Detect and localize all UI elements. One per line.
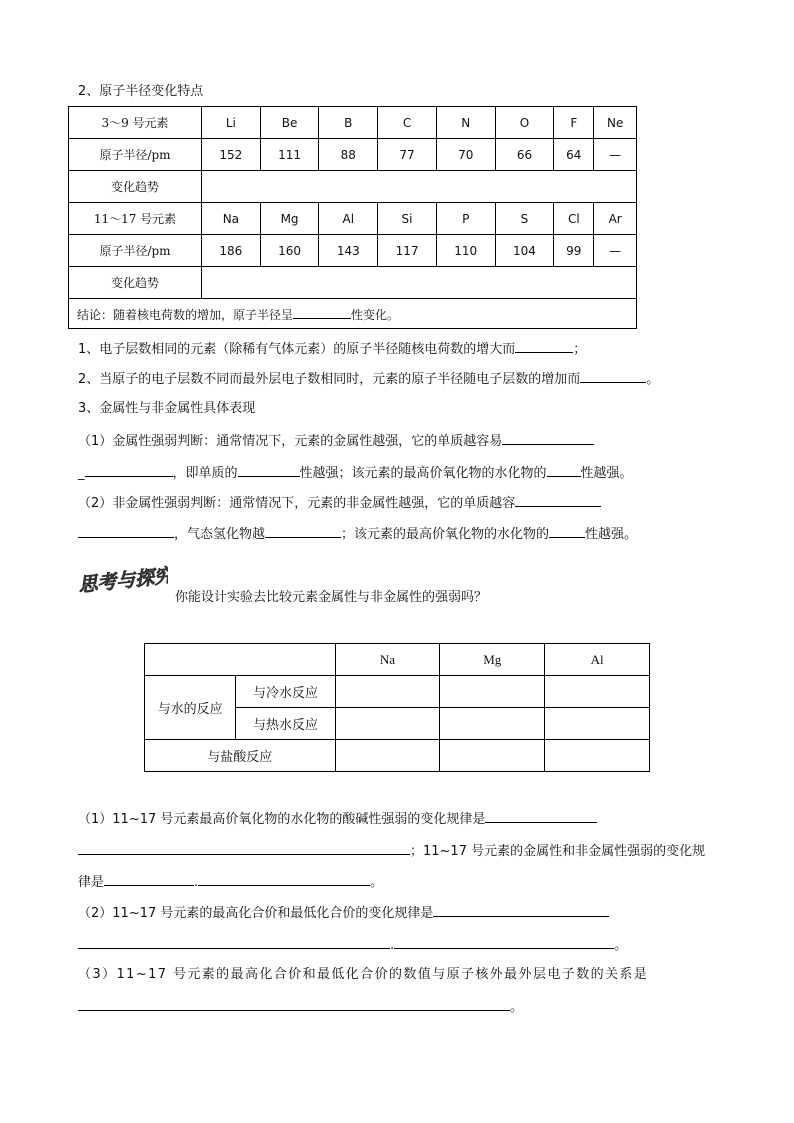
row-label: 变化趋势 [69,171,202,203]
q2-blank-1[interactable] [433,902,609,917]
section-2-title: 2、原子半径变化特点 [78,84,204,99]
rule-1-blank[interactable] [515,338,573,353]
conclusion-blank[interactable] [293,304,351,319]
element-cell: O [495,107,554,139]
conclusion-cell [69,299,637,329]
question-3-line-2 [78,996,523,1018]
element-cell: Ne [594,107,637,139]
header-mg: Mg [440,644,545,676]
nonmetal-blank-3[interactable] [265,523,341,538]
nonmetal-text: ；该元素的最高价氧化物的水化物的 [341,527,550,542]
metal-text: 性越强。 [580,466,633,481]
metal-text: ，即单质的 [172,466,238,481]
radius-value: 110 [436,235,495,267]
nonmetal-line-2 [78,523,637,545]
radius-value: 160 [260,235,319,267]
cold-water-label: 与冷水反应 [236,676,335,708]
answer-cell[interactable] [545,676,650,708]
header-blank-cell [145,644,336,676]
q2-end: 。 [614,938,628,953]
rule-2-text: 2、当原子的电子层数不同而最外层电子数相同时，元素的原子半径随电子层数的增加而 [78,372,581,387]
table-row [69,267,637,299]
element-cell: Ar [594,203,637,235]
q1-text: 律是 [78,875,105,890]
element-cell: B [319,107,378,139]
radius-value: 117 [378,235,437,267]
q2-text: （2）11~17 号元素的最高化合价和最低化合价的变化规律是 [78,906,434,921]
hot-water-label: 与热水反应 [236,708,335,740]
answer-cell[interactable] [335,740,440,772]
radius-value: 111 [260,139,319,171]
element-cell: C [378,107,437,139]
header-al: Al [545,644,650,676]
table-row [69,299,637,329]
table-row [69,203,637,235]
answer-cell[interactable] [335,708,440,740]
element-cell: Be [260,107,319,139]
radius-value: — [594,139,637,171]
element-cell: S [495,203,554,235]
hcl-label: 与盐酸反应 [145,740,336,772]
answer-cell[interactable] [335,676,440,708]
nonmetal-blank-1[interactable] [515,492,601,507]
q2-blank-3[interactable] [394,934,614,949]
q2-dot: . [390,938,395,953]
question-3-line-1: （3）11~17 号元素的最高化合价和最低化合价的数值与原子核外最外层电子数的关系是 [78,967,649,982]
nonmetal-blank-4[interactable] [549,523,585,538]
element-cell: Na [202,203,261,235]
row-label: 3～9 号元素 [69,107,202,139]
radius-value: 70 [436,139,495,171]
rule-2-blank[interactable] [580,368,646,383]
element-cell: Si [378,203,437,235]
radius-value: 64 [554,139,594,171]
q1-dot: . [194,875,199,890]
answer-cell[interactable] [440,676,545,708]
think-explore-logo-icon [76,560,168,598]
row-label: 11～17 号元素 [69,203,202,235]
q1-text: ；11~17 号元素的金属性和非金属性强弱的变化规 [410,844,706,859]
conclusion-text-end: 性变化。 [351,308,400,322]
question-1-line-3 [78,871,383,893]
table-row [145,644,650,676]
table-row [69,171,637,203]
element-cell: Mg [260,203,319,235]
radius-value: 77 [378,139,437,171]
radius-value: 186 [202,235,261,267]
answer-cell[interactable] [440,708,545,740]
question-1-line-2 [78,840,705,862]
trend-answer-cell[interactable] [202,171,637,203]
radius-value: 99 [554,235,594,267]
element-cell: Li [202,107,261,139]
element-cell: Al [319,203,378,235]
element-cell: F [554,107,594,139]
q3-end: 。 [510,1000,524,1015]
element-cell: N [436,107,495,139]
q1-end: 。 [370,875,384,890]
element-cell: P [436,203,495,235]
think-explore-logo [76,560,168,598]
row-label: 变化趋势 [69,267,202,299]
radius-value: 88 [319,139,378,171]
answer-cell[interactable] [440,740,545,772]
table-row [69,235,637,267]
row-label: 原子半径/pm [69,139,202,171]
question-2-line-2 [78,934,627,956]
radius-value: 152 [202,139,261,171]
table-row [69,139,637,171]
nonmetal-line-1 [78,492,601,514]
question-1-line-1 [78,808,597,830]
q2-blank-2[interactable] [78,934,390,949]
trend-answer-cell[interactable] [202,267,637,299]
metal-text: （1）金属性强弱判断：通常情况下，元素的金属性越强，它的单质越容易 [78,434,503,449]
rule-1-end: ； [573,342,587,357]
q1-blank-1[interactable] [485,808,597,823]
radius-value: — [594,235,637,267]
table-row [145,676,650,708]
rule-2 [78,368,659,390]
metal-blank-4[interactable] [547,462,581,477]
metal-blank-1[interactable] [502,430,594,445]
q1-blank-2[interactable] [78,840,410,855]
radius-value: 143 [319,235,378,267]
rule-1-text: 1、电子层数相同的元素（除稀有气体元素）的原子半径随核电荷数的增大而 [78,342,516,357]
radius-value: 66 [495,139,554,171]
metal-blank-2[interactable] [85,462,173,477]
rule-2-end: 。 [646,372,660,387]
radius-value: 104 [495,235,554,267]
think-explore-logo-text: 思考与探究 [77,564,168,597]
question-2-line-1 [78,902,609,924]
element-cell: Cl [554,203,594,235]
metal-text: 性越强；该元素的最高价氧化物的水化物的 [299,466,547,481]
header-na: Na [335,644,440,676]
atomic-radius-table [68,106,637,329]
metal-line-2 [78,462,633,484]
section-3-title: 3、金属性与非金属性具体表现 [78,401,256,416]
water-label: 与水的反应 [145,676,236,740]
metal-line-1 [78,430,594,452]
q1-blank-4[interactable] [198,871,370,886]
table-row [145,740,650,772]
conclusion-text: 结论：随着核电荷数的增加，原子半径呈 [77,308,294,322]
metal-underscore: _ [78,466,85,481]
metal-blank-3[interactable] [238,462,300,477]
think-question: 你能设计实验去比较元素金属性与非金属性的强弱吗？ [175,590,488,605]
nonmetal-text: （2）非金属性强弱判断：通常情况下，元素的非金属性越强，它的单质越容 [78,496,516,511]
nonmetal-text: 性越强。 [585,527,638,542]
answer-cell[interactable] [545,708,650,740]
nonmetal-blank-2[interactable] [78,523,174,538]
answer-cell[interactable] [545,740,650,772]
nonmetal-text: ，气态氢化物越 [174,527,266,542]
q1-blank-3[interactable] [104,871,194,886]
q3-blank[interactable] [78,996,510,1011]
rule-1 [78,338,586,360]
reaction-table [144,643,650,772]
row-label: 原子半径/pm [69,235,202,267]
q1-text: （1）11~17 号元素最高价氧化物的水化物的酸碱性强弱的变化规律是 [78,812,486,827]
table-row [69,107,637,139]
